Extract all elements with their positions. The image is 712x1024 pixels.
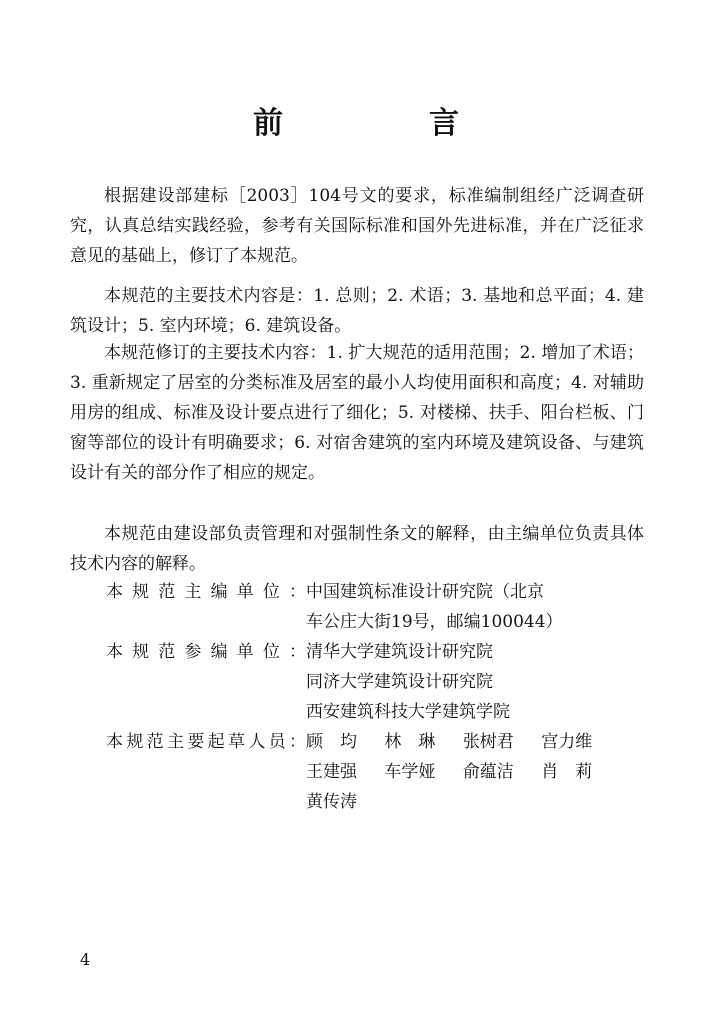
- drafter-name: 肖 莉: [541, 762, 593, 782]
- drafters-line: [306, 787, 651, 817]
- chief-editor-value: [306, 577, 651, 637]
- participating-units: [106, 637, 651, 727]
- participating-unit: 同济大学建筑设计研究院: [306, 672, 493, 692]
- paragraph-management: 本规范由建设部负责管理和对强制性条文的解释，由主编单位负责具体技术内容的解释。: [70, 524, 644, 574]
- drafters-line: [306, 757, 651, 787]
- main-drafters-value: [306, 727, 651, 817]
- drafter-name: 顾 均: [306, 732, 357, 752]
- drafter-name: 黄传涛: [306, 792, 357, 812]
- chief-editor-label: 本规范主编单位：: [106, 582, 306, 602]
- main-drafters: [106, 727, 651, 817]
- participating-unit: 西安建筑科技大学建筑学院: [306, 702, 510, 722]
- paragraph-revision-content: 本规范修订的主要技术内容：1. 扩大规范的适用范围；2. 增加了术语；3. 重新规定了居室的分类标准及居室的最小人均使用面积和高度；4. 对辅助用房的组成、标准及设计要点进行了细化；5. 对楼梯、扶手、阳台栏板、门窗等部位的设计有明确要求；6. 对宿舍建筑的室内环境及建筑设备、与建筑设计有关的部分作了相应的规定。: [70, 343, 644, 483]
- drafter-name: 车学娅: [384, 762, 436, 782]
- chief-editor-unit: [106, 577, 651, 637]
- paragraph-main-content: 本规范的主要技术内容是：1. 总则；2. 术语；3. 基地和总平面；4. 建筑设计；5. 室内环境；6. 建筑设备。: [70, 286, 644, 336]
- drafter-name: 林 琳: [384, 732, 436, 752]
- paragraph-revision-basis: 根据建设部建标［2003］104号文的要求，标准编制组经广泛调查研究，认真总结实践经验，参考有关国际标准和国外先进标准，并在广泛征求意见的基础上，修订了本规范。: [70, 186, 644, 266]
- drafter-name: 俞蕴洁: [462, 762, 514, 782]
- participating-units-value: [306, 637, 651, 727]
- drafter-name: 王建强: [306, 762, 357, 782]
- drafters-line: [306, 727, 651, 757]
- page-title: 前 言: [253, 106, 517, 141]
- participating-unit: 清华大学建筑设计研究院: [306, 642, 493, 662]
- chief-editor-line: 中国建筑标准设计研究院（北京: [306, 582, 544, 602]
- drafter-name: 张树君: [462, 732, 514, 752]
- main-drafters-label: 本规范主要起草人员：: [106, 732, 306, 752]
- drafter-name: 宫力维: [541, 732, 593, 752]
- chief-editor-line: 车公庄大街19号，邮编100044）: [306, 612, 563, 632]
- participating-units-label: 本规范参编单位：: [106, 642, 306, 662]
- page-number: 4: [80, 950, 91, 969]
